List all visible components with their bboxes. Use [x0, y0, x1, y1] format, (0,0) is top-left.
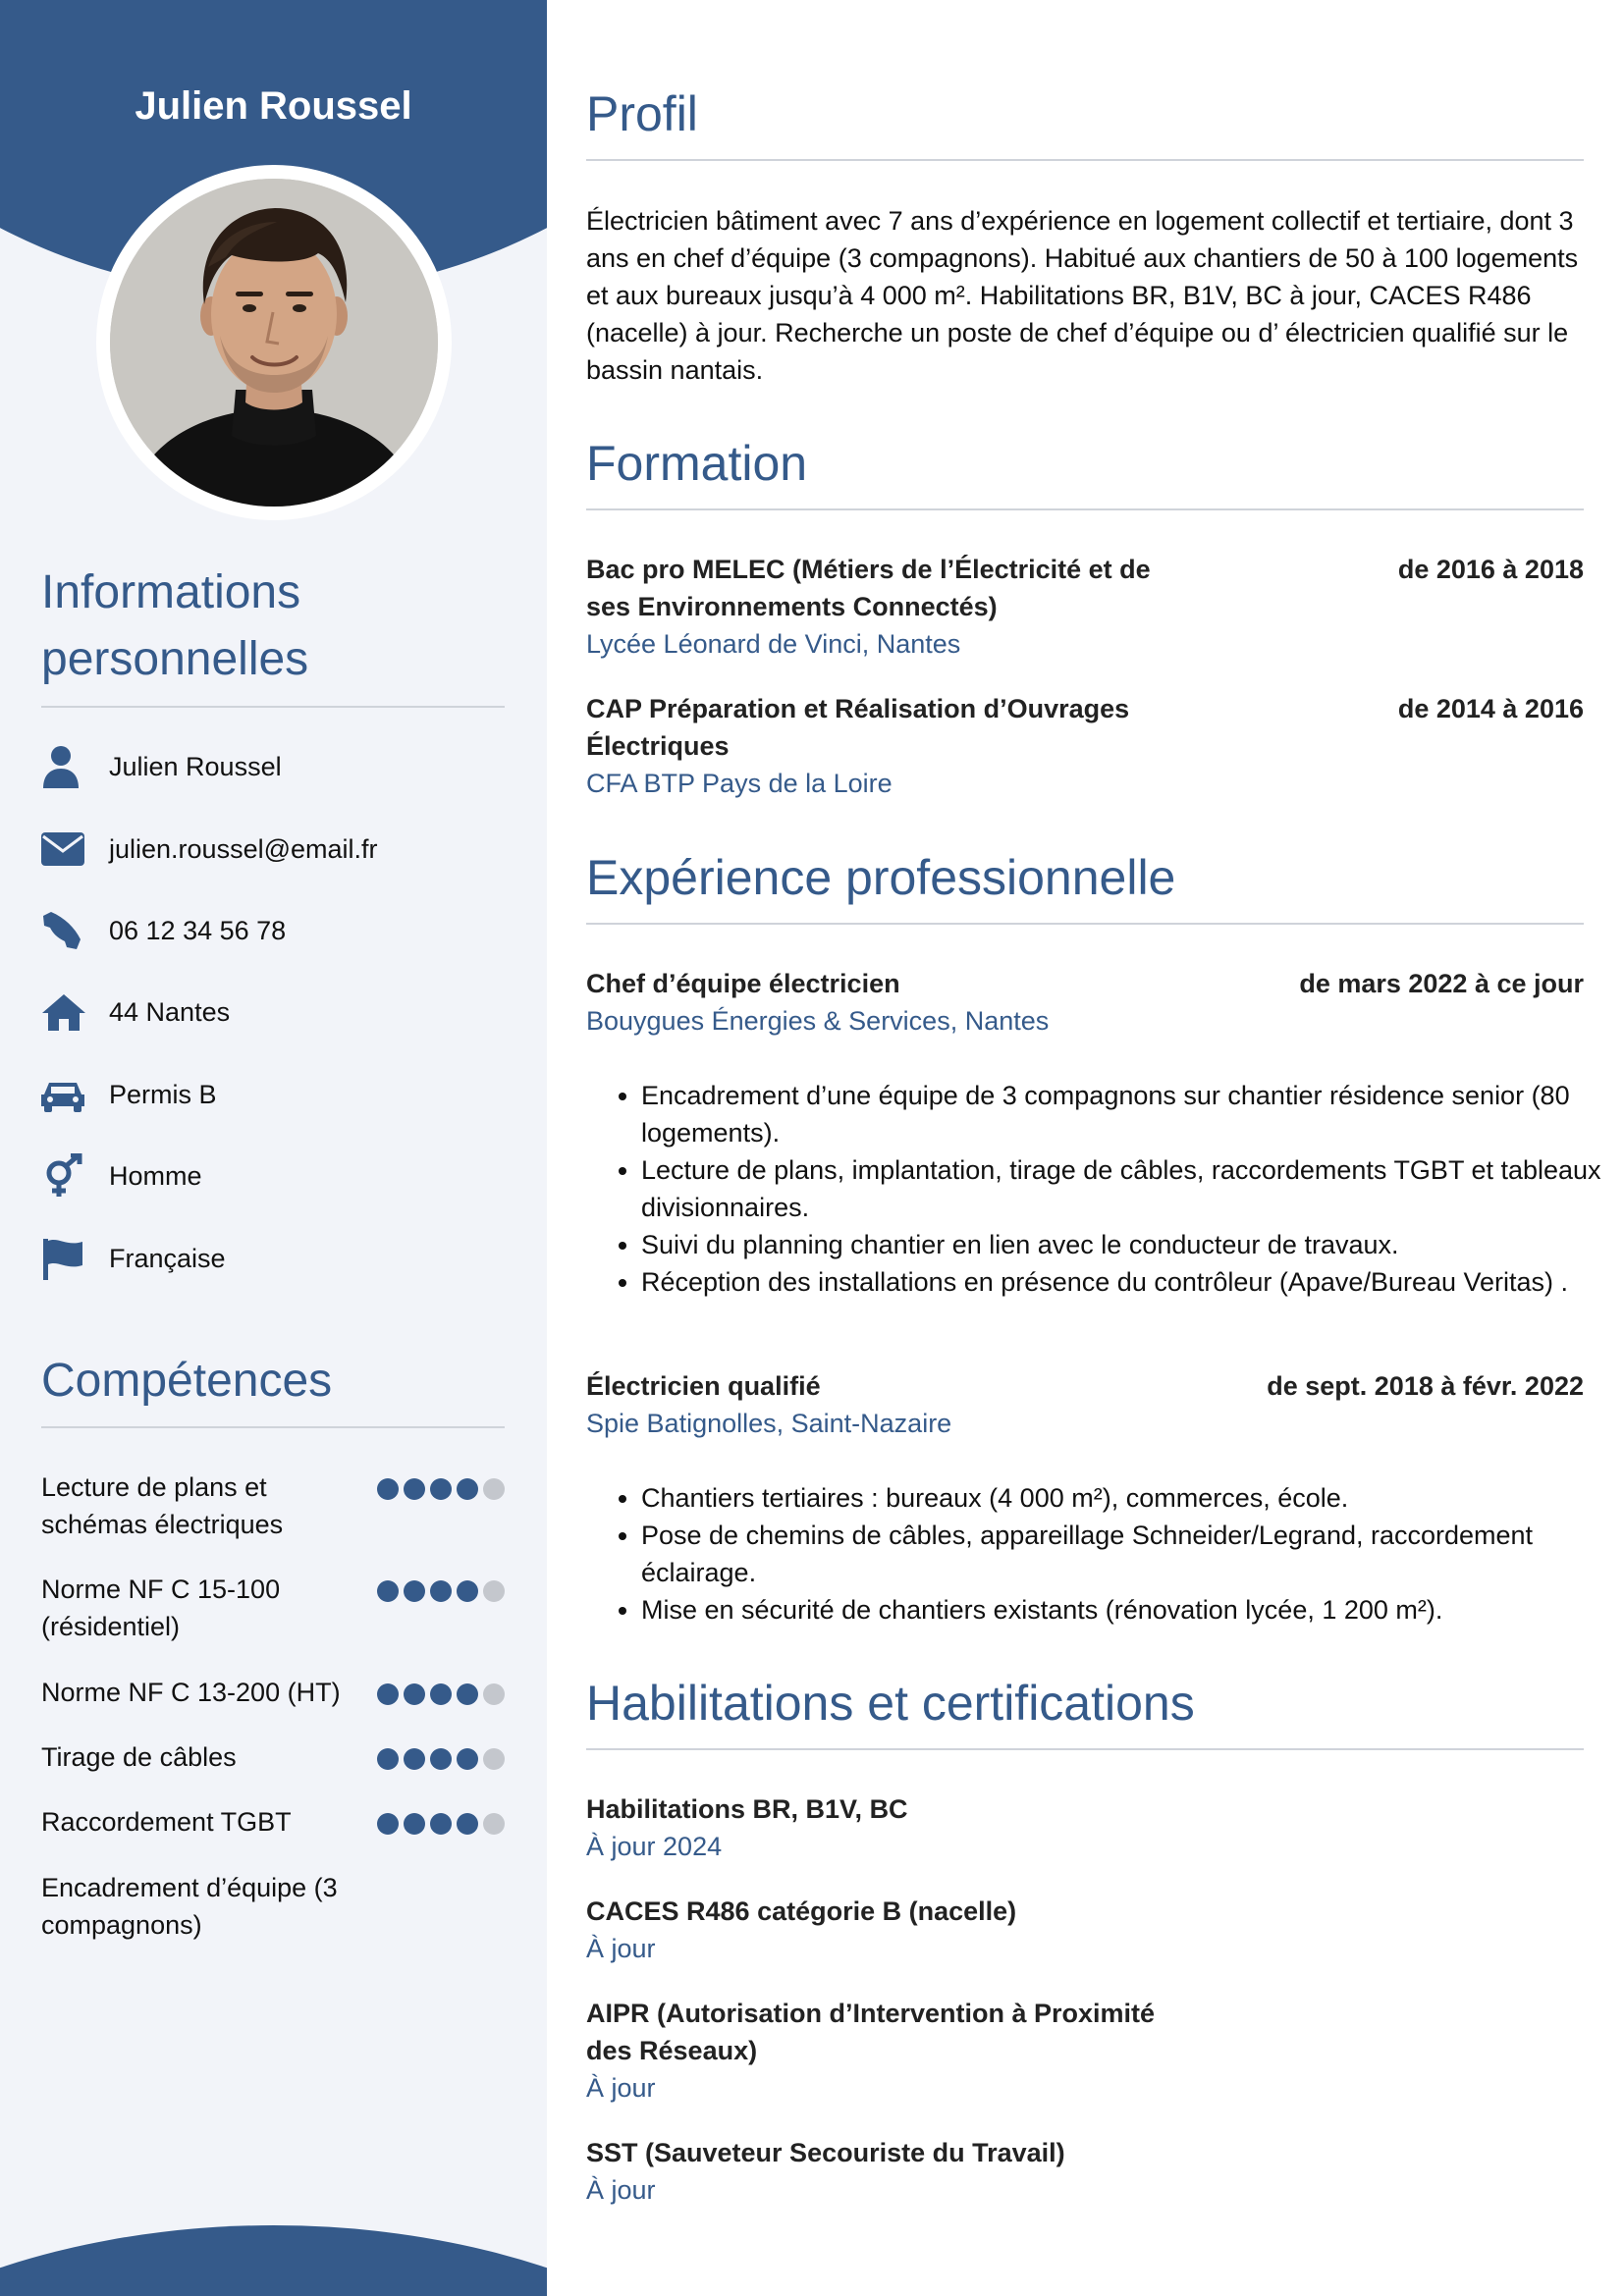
education-entry — [586, 690, 1584, 802]
experience-dates: de sept. 2018 à févr. 2022 — [1267, 1371, 1584, 1401]
rating-dot-empty — [483, 1813, 505, 1835]
avatar-portrait-image — [110, 179, 438, 507]
skill-label: Encadrement d’équipe (3 compagnons) — [41, 1873, 338, 1940]
rating-dot-empty — [483, 1683, 505, 1705]
experience-dates: de mars 2022 à ce jour — [1299, 969, 1584, 998]
education-heading: Formation — [586, 436, 808, 491]
rating-dot-filled — [377, 1813, 399, 1835]
certification-entry — [586, 1893, 1584, 1967]
experience-divider — [586, 923, 1584, 925]
certification-entry — [586, 1995, 1584, 2107]
bullet-item: • Suivi du planning chantier en lien avec le conducteur de travaux. — [641, 1226, 1624, 1263]
info-row-phone — [41, 906, 286, 955]
rating-dot-filled — [457, 1813, 478, 1835]
rating-dot-filled — [377, 1683, 399, 1705]
certification-name: SST (Sauveteur Secouriste du Travail) — [586, 2138, 1065, 2167]
info-text: 06 12 34 56 78 — [109, 915, 287, 945]
rating-dot-empty — [483, 1748, 505, 1770]
experience-role: Électricien qualifié — [586, 1371, 821, 1401]
gender-icon — [41, 1153, 86, 1199]
rating-dot-filled — [404, 1478, 425, 1500]
certifications-heading: Habilitations et certifications — [586, 1676, 1195, 1731]
education-dates: de 2014 à 2016 — [1397, 694, 1584, 723]
rating-dot-filled — [457, 1683, 478, 1705]
skill-item — [41, 1674, 505, 1711]
skill-rating — [377, 1478, 505, 1500]
certification-status: À jour — [586, 2073, 656, 2103]
rating-dot-empty — [483, 1478, 505, 1500]
education-divider — [586, 508, 1584, 510]
rating-dot-filled — [457, 1748, 478, 1770]
profile-text: Électricien bâtiment avec 7 ans d’expérience en logement collectif et tertiaire, dont 3 ans en chef d’équipe (3 compagnons). Habitué aux chantiers de 50 à 100 logements et aux bureaux jusqu’à 4 000 m². Habilitations BR, B1V, BC à jour, CACES R486 (nacelle) à jour. Recherche un poste de chef d’équipe ou d’ électricien qualifié sur le bassin nantais. — [586, 206, 1579, 385]
home-icon — [41, 989, 86, 1035]
info-row-license — [41, 1070, 217, 1119]
info-row-email — [41, 825, 378, 874]
rating-dot-filled — [430, 1683, 452, 1705]
bullet-item: • Chantiers tertiaires : bureaux (4 000 m²), commerces, école. — [641, 1479, 1624, 1517]
avatar-frame — [96, 165, 452, 520]
rating-dot-filled — [430, 1580, 452, 1602]
personal-info-heading: Informations personnelles — [41, 566, 309, 685]
personal-info-divider — [41, 706, 505, 708]
experience-heading: Expérience professionnelle — [586, 850, 1176, 905]
skill-item — [41, 1468, 505, 1543]
profile-heading: Profil — [586, 86, 698, 141]
rating-dot-filled — [404, 1683, 425, 1705]
certification-status: À jour 2024 — [586, 1832, 723, 1861]
info-row-nationality — [41, 1234, 226, 1283]
skill-rating — [377, 1748, 505, 1770]
candidate-name: Julien Roussel — [135, 84, 412, 128]
skills-divider — [41, 1426, 505, 1428]
phone-icon — [41, 908, 86, 953]
rating-dot-filled — [404, 1813, 425, 1835]
skill-rating — [377, 1683, 505, 1705]
info-row-address — [41, 988, 230, 1037]
education-school: CFA BTP Pays de la Loire — [586, 769, 893, 798]
user-icon — [41, 744, 86, 789]
certification-name: CACES R486 catégorie B (nacelle) — [586, 1896, 1017, 1926]
flag-icon — [41, 1236, 86, 1281]
certification-name: AIPR (Autorisation d’Intervention à Proximité des Réseaux) — [586, 1999, 1156, 2065]
info-text: Française — [109, 1243, 226, 1273]
envelope-icon — [41, 827, 86, 872]
rating-dot-empty — [483, 1580, 505, 1602]
education-degree: Bac pro MELEC (Métiers de l’Électricité et de ses Environnements Connectés) — [586, 555, 1151, 621]
info-row-gender — [41, 1151, 202, 1201]
bullet-item: • Réception des installations en présence du contrôleur (Apave/Bureau Veritas) . — [641, 1263, 1624, 1301]
experience-bullets — [586, 1479, 1624, 1629]
education-school: Lycée Léonard de Vinci, Nantes — [586, 629, 961, 659]
skill-label: Lecture de plans et schémas électriques — [41, 1472, 284, 1539]
rating-dot-filled — [430, 1813, 452, 1835]
education-degree: CAP Préparation et Réalisation d’Ouvrages Électriques — [586, 694, 1130, 761]
skill-label: Norme NF C 13-200 (HT) — [41, 1678, 341, 1707]
info-text: Homme — [109, 1160, 202, 1191]
certification-status: À jour — [586, 2175, 656, 2205]
experience-company: Bouygues Énergies & Services, Nantes — [586, 1006, 1050, 1036]
certifications-divider — [586, 1748, 1584, 1750]
rating-dot-filled — [430, 1748, 452, 1770]
rating-dot-filled — [377, 1580, 399, 1602]
bullet-item: • Pose de chemins de câbles, appareillage Schneider/Legrand, raccordement éclairage. — [641, 1517, 1624, 1591]
rating-dot-filled — [404, 1748, 425, 1770]
bullet-item: • Mise en sécurité de chantiers existants (rénovation lycée, 1 200 m²). — [641, 1591, 1624, 1629]
experience-company: Spie Batignolles, Saint-Nazaire — [586, 1409, 952, 1438]
info-text: Permis B — [109, 1079, 217, 1109]
experience-bullets — [586, 1077, 1624, 1301]
experience-role: Chef d’équipe électricien — [586, 969, 900, 998]
info-text: julien.roussel@email.fr — [109, 833, 378, 864]
rating-dot-filled — [404, 1580, 425, 1602]
sidebar-footer-band — [0, 2225, 547, 2296]
bullet-item: • Encadrement d’une équipe de 3 compagnons sur chantier résidence senior (80 logements). — [641, 1077, 1624, 1151]
sidebar — [0, 0, 547, 2296]
skill-item — [41, 1738, 505, 1776]
info-text: Julien Roussel — [109, 751, 282, 781]
skill-item — [41, 1869, 505, 1944]
education-entry — [586, 551, 1584, 663]
certification-name: Habilitations BR, B1V, BC — [586, 1794, 908, 1824]
experience-entry — [586, 1367, 1584, 1442]
skill-item — [41, 1803, 505, 1841]
experience-entry — [586, 965, 1584, 1040]
bullet-item: • Lecture de plans, implantation, tirage de câbles, raccordements TGBT et tableaux divisionnaires. — [641, 1151, 1624, 1226]
skill-label: Raccordement TGBT — [41, 1807, 292, 1837]
rating-dot-filled — [377, 1748, 399, 1770]
certification-entry — [586, 2134, 1584, 2209]
rating-dot-filled — [377, 1478, 399, 1500]
rating-dot-filled — [457, 1478, 478, 1500]
skill-rating — [377, 1813, 505, 1835]
rating-dot-filled — [457, 1580, 478, 1602]
certification-status: À jour — [586, 1934, 656, 1963]
info-text: 44 Nantes — [109, 996, 231, 1027]
skill-item — [41, 1571, 505, 1645]
profile-divider — [586, 159, 1584, 161]
skill-label: Norme NF C 15-100 (résidentiel) — [41, 1575, 281, 1641]
skills-heading: Compétences — [41, 1355, 333, 1407]
info-row-name — [41, 742, 282, 791]
car-icon — [41, 1072, 86, 1117]
education-dates: de 2016 à 2018 — [1397, 555, 1584, 584]
certification-entry — [586, 1790, 1584, 1865]
avatar — [110, 179, 438, 507]
skill-rating — [377, 1580, 505, 1602]
skill-label: Tirage de câbles — [41, 1742, 237, 1772]
rating-dot-filled — [430, 1478, 452, 1500]
